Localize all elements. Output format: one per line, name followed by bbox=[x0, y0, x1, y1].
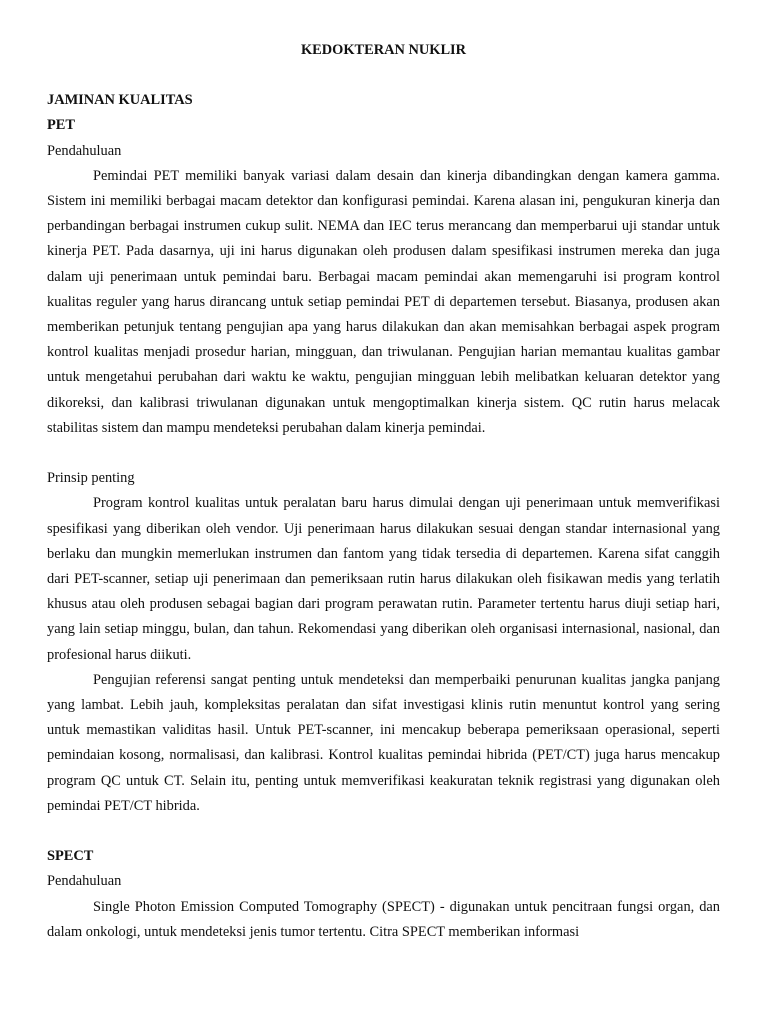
document-page bbox=[47, 38, 720, 945]
spacer bbox=[47, 819, 720, 844]
section-heading-quality-assurance: JAMINAN KUALITAS bbox=[47, 92, 193, 109]
document-title: KEDOKTERAN NUKLIR bbox=[300, 42, 467, 58]
pet-principles-heading: Prinsip penting bbox=[47, 470, 135, 487]
section-heading-spect: SPECT bbox=[47, 848, 94, 865]
pet-principles-paragraph-1: Program kontrol kualitas untuk peralatan baru harus dimulai dengan uji penerimaan untuk memverifikasi spesifikasi yang diberikan oleh vendor. Uji penerimaan harus dilakukan sesuai dengan standar internasional yang berlaku dan mungkin memerlukan instrumen dan fantom yang tidak tersedia di departemen. Karena sifat canggih dari PET-scanner, setiap uji penerimaan dan pemeriksaan rutin harus dilakukan oleh fisikawan medis yang terlatih khusus atau oleh produsen sebagai bagian dari program perawatan rutin. Parameter tertentu harus diuji setiap hari, yang lain setiap minggu, bulan, dan tahun. Rekomendasi yang diberikan oleh organisasi internasional, nasional, dan profesional harus diikuti. bbox=[47, 495, 720, 663]
spacer bbox=[47, 441, 720, 466]
section-heading-pet: PET bbox=[47, 117, 75, 134]
pet-intro-paragraph: Pemindai PET memiliki banyak variasi dalam desain dan kinerja dibandingkan dengan kamera gamma. Sistem ini memiliki berbagai macam detektor dan konfigurasi pemindai. Karena alasan ini, pengukuran kinerja dan perbandingan berbagai instrumen cukup sulit. NEMA dan IEC terus merancang dan memperbarui uji standar untuk kinerja PET. Pada dasarnya, uji ini harus digunakan oleh produsen dalam spesifikasi instrumen mereka dan juga dalam uji penerimaan untuk pemindai baru. Berbagai macam pemindai akan memengaruhi isi program kontrol kualitas reguler yang harus dirancang untuk setiap pemindai PET di departemen tersebut. Biasanya, produsen akan memberikan petunjuk tentang pengujian apa yang harus dilakukan dan akan memisahkan berbagai aspek program kontrol kualitas menjadi prosedur harian, mingguan, dan triwulanan. Pengujian harian memantau kualitas gambar untuk mengetahui perubahan dari waktu ke waktu, pengujian mingguan lebih melibatkan keluaran detektor yang dikoreksi, dan kalibrasi triwulanan digunakan untuk mengoptimalkan kinerja sistem. QC rutin harus melacak stabilitas sistem dan mampu mendeteksi perubahan dalam kinerja pemindai. bbox=[47, 167, 720, 436]
spect-intro-heading: Pendahuluan bbox=[47, 873, 122, 890]
pet-principles-paragraph-2: Pengujian referensi sangat penting untuk mendeteksi dan memperbaiki penurunan kualitas jangka panjang yang lambat. Lebih jauh, kompleksitas peralatan dan sifat investigasi klinis rutin menuntut kontrol yang sering untuk memastikan validitas hasil. Untuk PET-scanner, ini mencakup beberapa pemeriksaan operasional, seperti pemindaian kosong, normalisasi, dan kalibrasi. Kontrol kualitas pemindai hibrida (PET/CT) juga harus mencakup program QC untuk CT. Selain itu, penting untuk memverifikasi keakuratan teknik registrasi yang digunakan oleh pemindai PET/CT hibrida. bbox=[47, 671, 720, 814]
pet-intro-heading: Pendahuluan bbox=[47, 142, 122, 159]
spect-intro-paragraph: Single Photon Emission Computed Tomography (SPECT) - digunakan untuk pencitraan fungsi organ, dan dalam onkologi, untuk mendeteksi jenis tumor tertentu. Citra SPECT memberikan informasi bbox=[47, 898, 720, 940]
